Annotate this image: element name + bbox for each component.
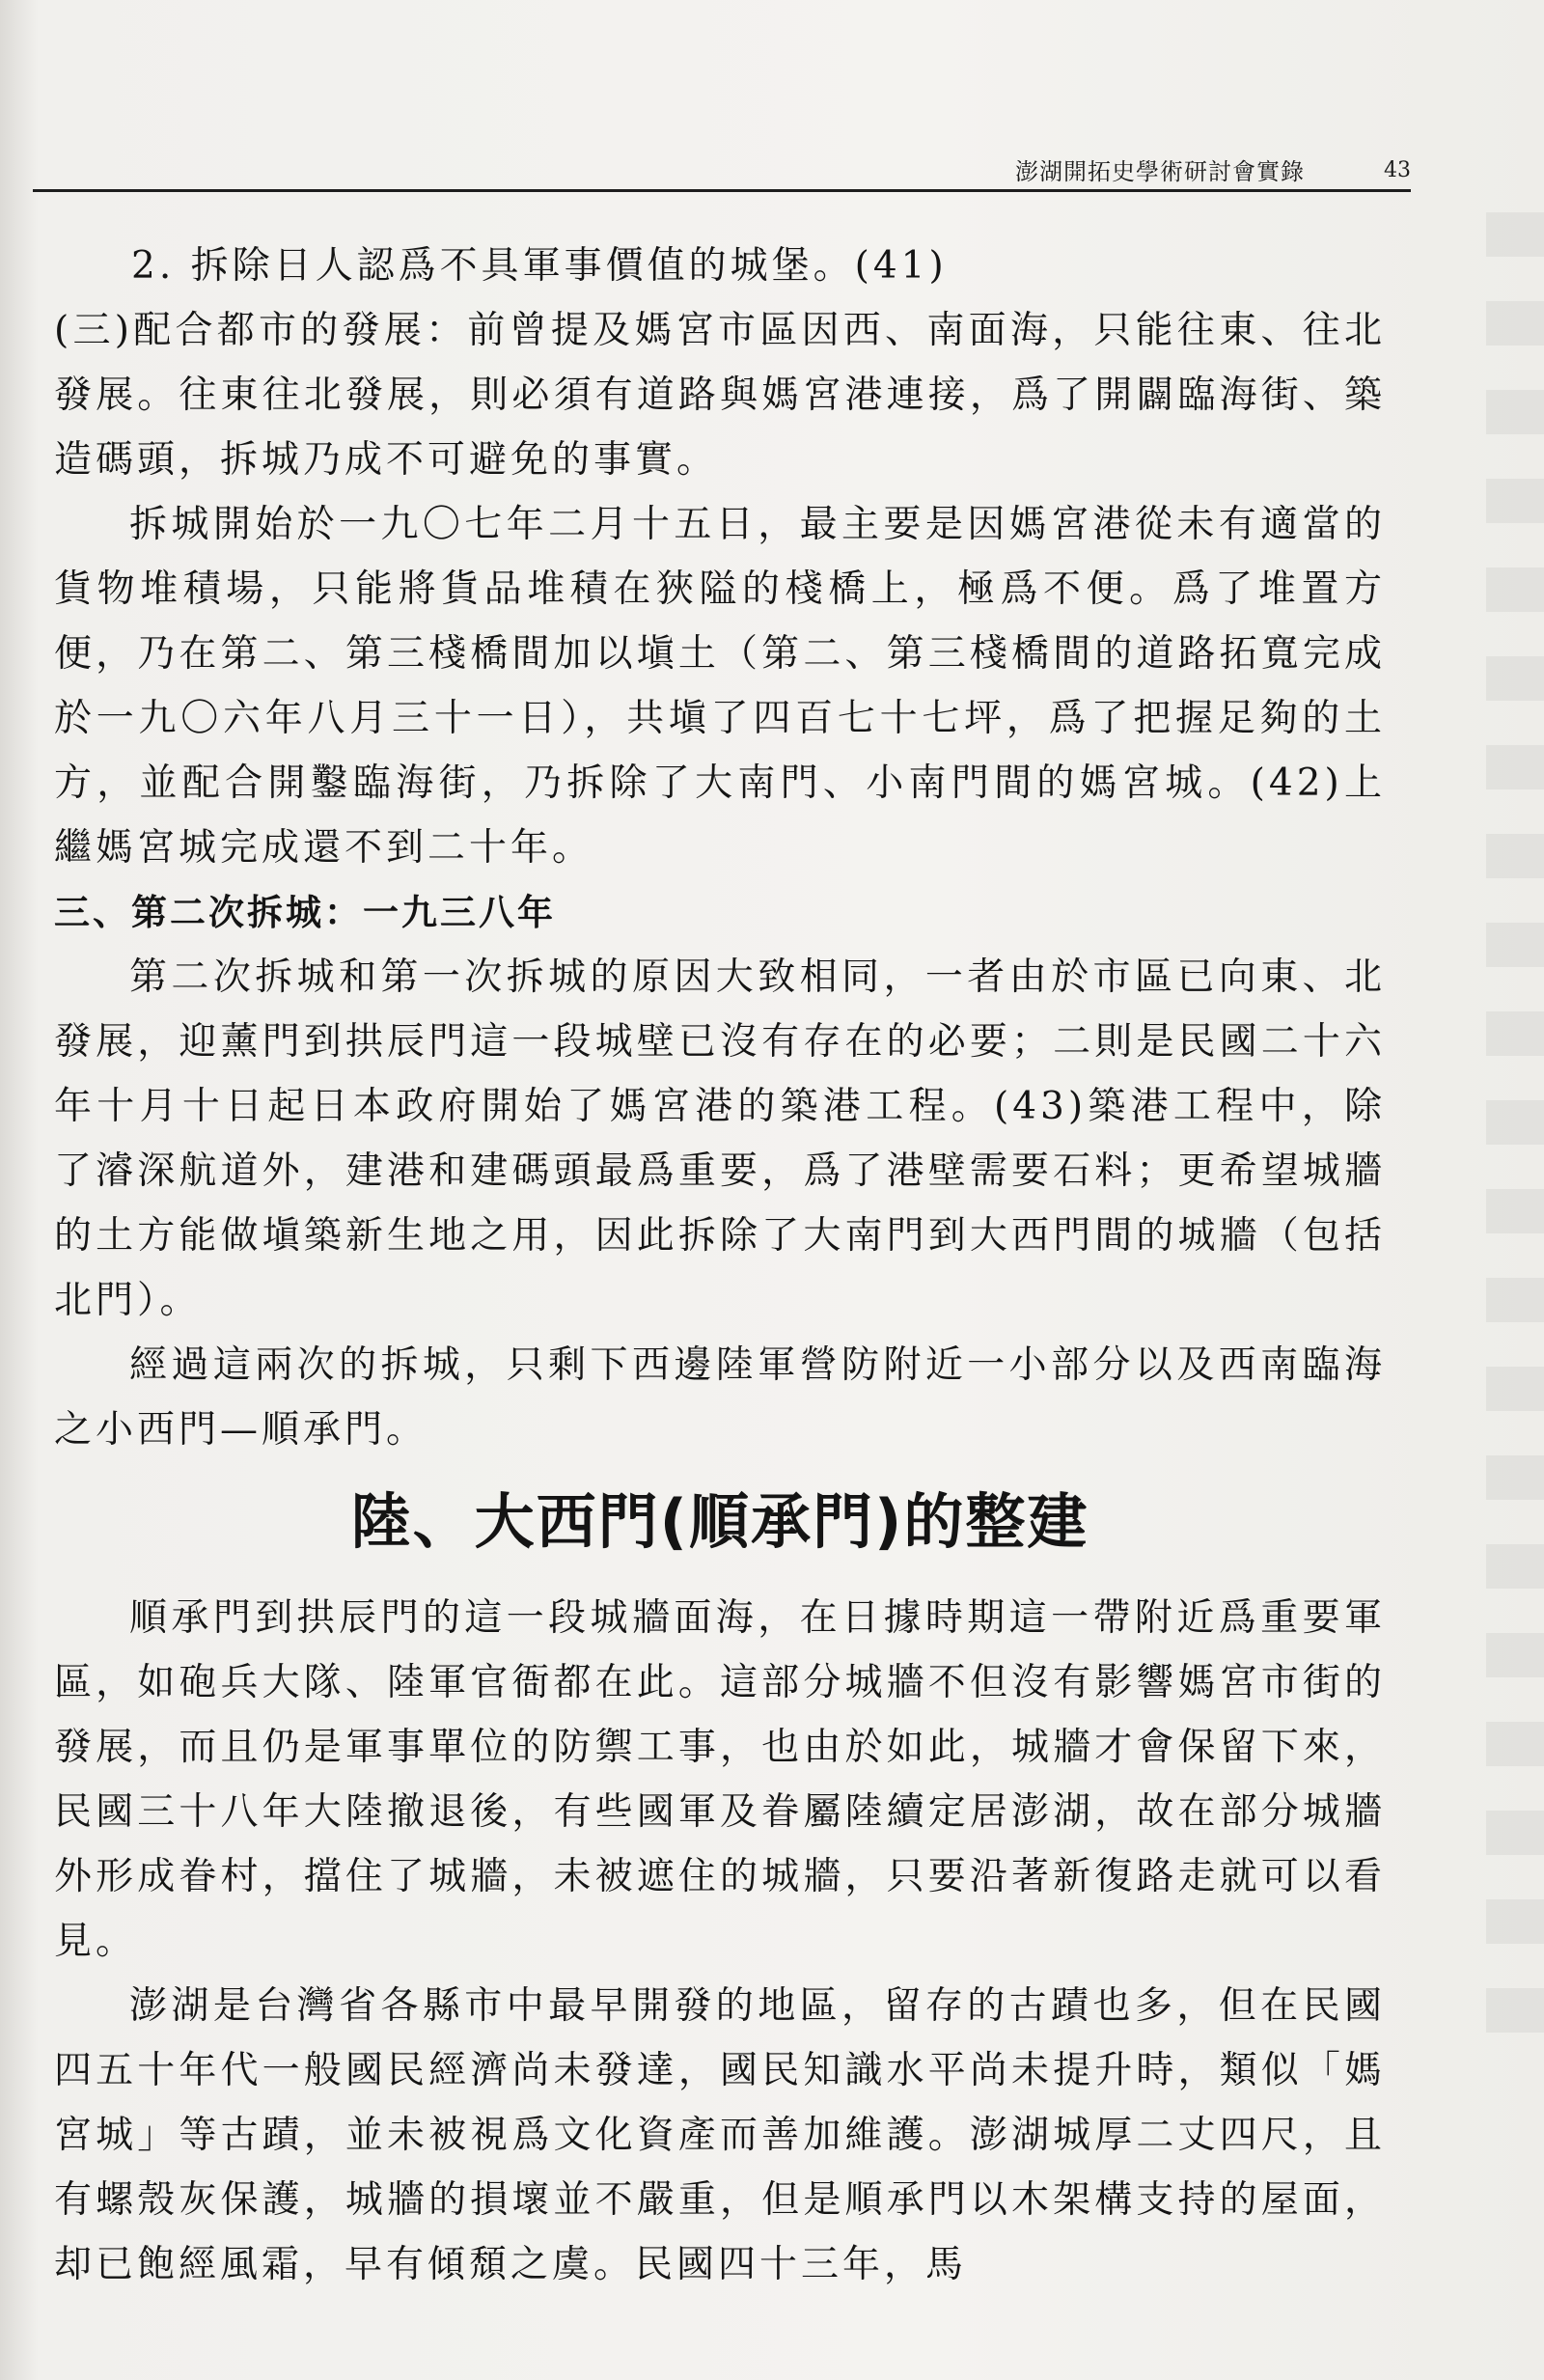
paragraph-5: 澎湖是台灣省各縣市中最早開發的地區，留存的古蹟也多，但在民國四五十年代一般國民經濟尚未發達，國民知識水平尚未提升時，類似「媽宮城」等古蹟，並未被視爲文化資產而善加維護。澎湖城厚二丈四尺，且有螺殼灰保護，城牆的損壞並不嚴重，但是順承門以木架構支持的屋面，却已飽經風霜，早有傾頹之虞。民國四十三年，馬: [54, 1984, 1386, 2286]
page-body: [54, 234, 1386, 2297]
paragraph-2: 第二次拆城和第一次拆城的原因大致相同，一者由於市區已向東、北發展，迎薰門到拱辰門這一段城壁已沒有存在的必要；二則是民國二十六年十月十日起日本政府開始了媽宮港的築港工程。(43)築港工程中，除了濬深航道外，建港和建碼頭最爲重要，爲了港壁需要石料；更希望城牆的土方能做塡築新生地之用，因此拆除了大南門到大西門間的城牆（包括北門）。: [54, 955, 1386, 1322]
page-header: [0, 133, 1411, 191]
paragraph-1: 拆城開始於一九〇七年二月十五日，最主要是因媽宮港從未有適當的貨物堆積場，只能將貨品堆積在狹隘的棧橋上，極爲不便。爲了堆置方便，乃在第二、第三棧橋間加以塡土（第二、第三棧橋間的道路拓寬完成於一九〇六年八月三十一日），共塡了四百七十七坪，爲了把握足夠的土方，並配合開鑿臨海街，乃拆除了大南門、小南門間的媽宮城。(42)上繼媽宮城完成還不到二十年。: [54, 503, 1386, 870]
paragraph-4: 順承門到拱辰門的這一段城牆面海，在日據時期這一帶附近爲重要軍區，如砲兵大隊、陸軍官衙都在此。這部分城牆不但沒有影響媽宮市街的發展，而且仍是軍事單位的防禦工事，也由於如此，城牆才會保留下來，民國三十八年大陸撤退後，有些國軍及眷屬陸續定居澎湖，故在部分城牆外形成眷村，擋住了城牆，未被遮住的城牆，只要沿著新復路走就可以看見。: [54, 1596, 1386, 1963]
paragraph-3: 經過這兩次的拆城，只剩下西邊陸軍營防附近一小部分以及西南臨海之小西門—順承門。: [54, 1343, 1386, 1452]
bleed-through-shadow: [1486, 212, 1544, 2046]
running-head: 澎湖開拓史學術研討會實錄: [1015, 158, 1305, 185]
list-item-2: 2. 拆除日人認爲不具軍事價值的城堡。(41): [131, 244, 948, 288]
list-item-3: (三)配合都市的發展：前曾提及媽宮市區因西、南面海，只能往東、往北發展。往東往北發展，則必須有道路與媽宮港連接，爲了開闢臨海街、築造碼頭，拆城乃成不可避免的事實。: [54, 309, 1386, 482]
subheading: 三、第二次拆城：一九三八年: [54, 892, 556, 933]
page-number: 43: [1384, 158, 1411, 182]
section-heading: 陸、大西門(順承門)的整建: [350, 1486, 1089, 1557]
header-rule: [33, 189, 1411, 192]
